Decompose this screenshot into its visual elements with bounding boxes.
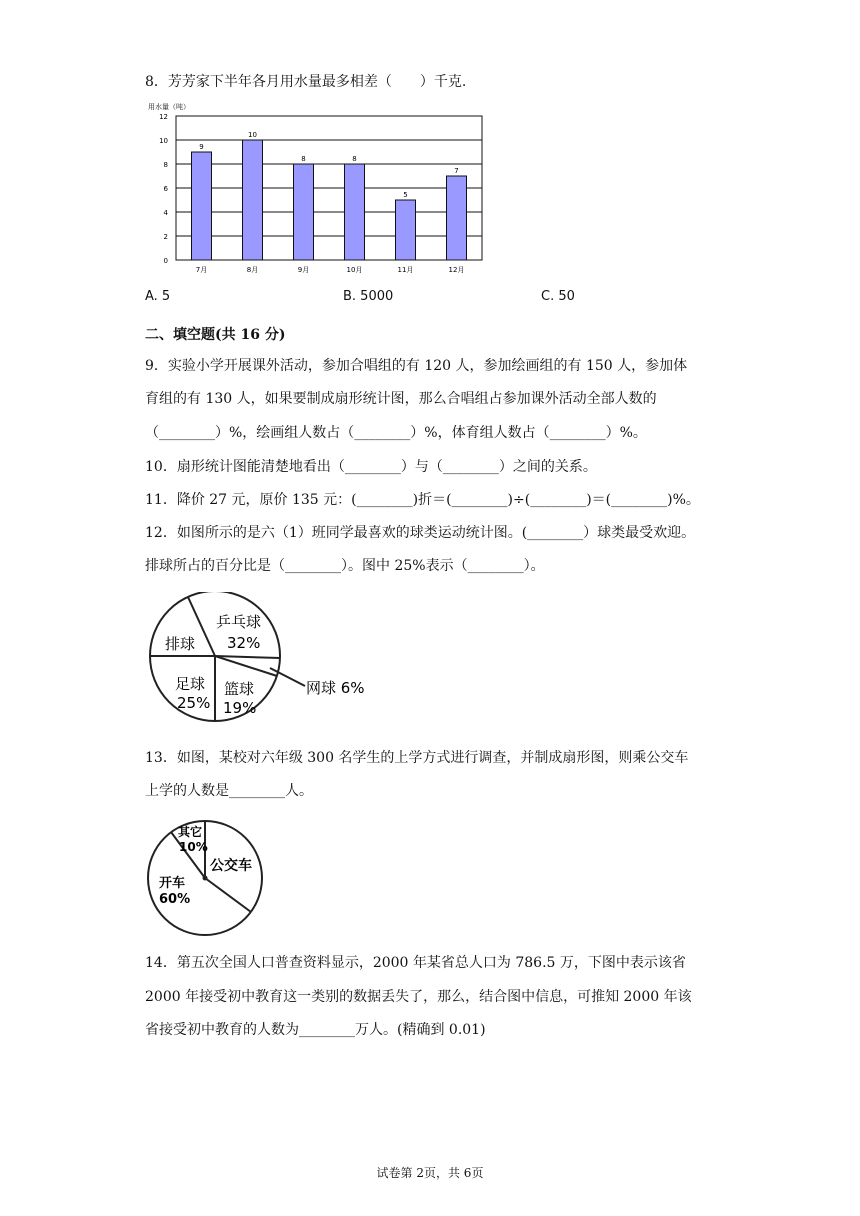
q8-stem: 8．芳芳家下半年各月用水量最多相差（ ）千克. [145, 74, 467, 90]
q12-line-1: 12．如图所示的是六（1）班同学最喜欢的球类运动统计图。(________）球类最受欢迎。 [145, 525, 696, 541]
bar-value-label: 8 [352, 155, 357, 163]
label-football-pct: 25% [177, 694, 211, 712]
q9-line-1: 9．实验小学开展课外活动，参加合唱组的有 120 人，参加绘画组的有 150 人，参加体 [145, 358, 688, 374]
q14-line-3: 省接受初中教育的人数为________万人。(精确到 0.01) [145, 1022, 486, 1038]
bar [447, 176, 467, 260]
label-volleyball: 排球 [165, 635, 196, 653]
label-basketball: 篮球 [224, 680, 255, 698]
chart-ylabel: 用水量（吨） [148, 103, 190, 111]
y-tick-label: 8 [163, 161, 168, 169]
q9-line-3: （________）%，绘画组人数占（________）%，体育组人数占（________）%。 [145, 425, 647, 441]
bars [192, 140, 467, 260]
x-tick-label: 7月 [195, 266, 208, 274]
section-fill-in-title: 二、填空题(共 16 分) [145, 327, 286, 343]
x-tick-label: 12月 [448, 266, 465, 274]
q8-option-a[interactable]: A. 5 [145, 289, 171, 304]
q14-line-1: 14．第五次全国人口普查资料显示，2000 年某省总人口为 786.5 万，下图中表示该省 [145, 955, 686, 971]
page-footer: 试卷第 2页，共 6页 [376, 1166, 484, 1180]
x-tick-label: 10月 [346, 266, 363, 274]
label-other-pct: 10% [179, 840, 208, 854]
y-tick-label: 12 [159, 113, 168, 121]
q10-line: 10．扇形统计图能清楚地看出（________）与（________）之间的关系。 [145, 459, 597, 475]
label-pingpong: 乒乓球 [216, 613, 262, 631]
bar [243, 140, 263, 260]
commute-pie-chart [143, 817, 273, 937]
bar [294, 164, 314, 260]
label-tennis: 网球 6% [306, 679, 365, 697]
bar-value-labels [199, 131, 458, 199]
bar-value-label: 9 [199, 143, 204, 151]
x-tick-label: 9月 [297, 266, 310, 274]
q9-line-2: 育组的有 130 人，如果要制成扇形统计图，那么合唱组占参加课外活动全部人数的 [145, 391, 657, 407]
x-tick-label: 8月 [246, 266, 259, 274]
bar-value-label: 7 [454, 167, 459, 175]
q8-option-c[interactable]: C. 50 [541, 289, 575, 304]
q13-line-1: 13．如图，某校对六年级 300 名学生的上学方式进行调查，并制成扇形图，则乘公交车 [145, 750, 689, 766]
label-drive-pct: 60% [159, 892, 191, 907]
y-tick-label: 6 [163, 185, 168, 193]
bar [192, 152, 212, 260]
y-tick-label: 4 [163, 209, 168, 217]
q11-line: 11．降价 27 元，原价 135 元：(________)折＝(________)÷(________)＝(________)%。 [145, 492, 700, 508]
water-usage-bar-chart [140, 100, 500, 280]
label-other: 其它 [178, 825, 203, 839]
bar [396, 200, 416, 260]
label-bus: 公交车 [210, 858, 252, 874]
q12-line-2: 排球所占的百分比是（________）。图中 25%表示（________）。 [145, 558, 545, 574]
bar-value-label: 5 [403, 191, 408, 199]
x-tick-labels [196, 266, 465, 274]
bar [345, 164, 365, 260]
q14-line-2: 2000 年接受初中教育这一类别的数据丢失了，那么，结合图中信息，可推知 2000 年该 [145, 989, 692, 1005]
pie-center-dot [203, 876, 208, 881]
y-tick-label: 0 [163, 257, 168, 265]
bar-value-label: 8 [301, 155, 306, 163]
label-basketball-pct: 19% [223, 699, 257, 717]
q8-option-b[interactable]: B. 5000 [343, 289, 394, 304]
y-tick-label: 10 [159, 137, 168, 145]
q13-line-2: 上学的人数是________人。 [145, 783, 313, 799]
y-tick-label: 2 [163, 233, 168, 241]
ball-sports-pie-chart [145, 592, 385, 732]
bar-value-label: 10 [248, 131, 257, 139]
label-football: 足球 [175, 675, 206, 693]
x-tick-label: 11月 [397, 266, 414, 274]
gridlines [176, 140, 482, 236]
y-tick-labels [159, 113, 168, 265]
label-drive: 开车 [159, 876, 186, 891]
label-pingpong-pct: 32% [227, 634, 261, 652]
